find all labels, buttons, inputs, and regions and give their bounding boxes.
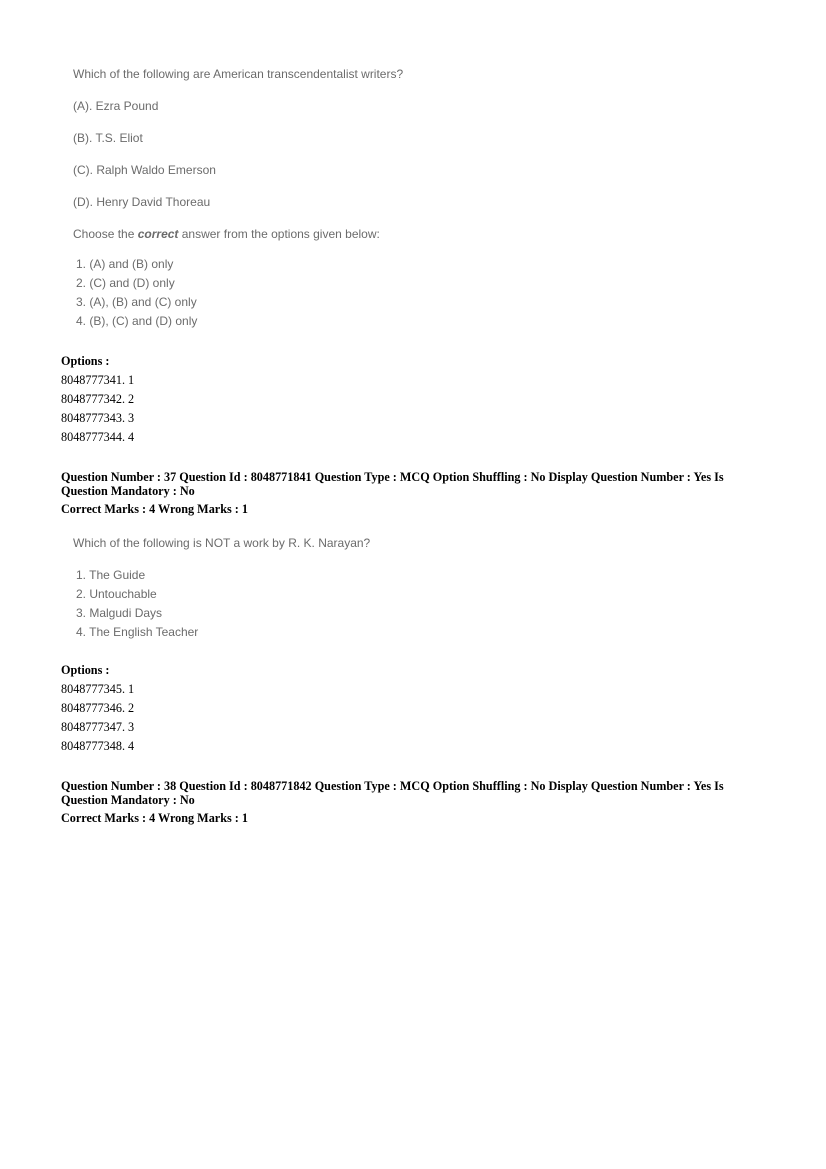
statement-b: (B). T.S. Eliot (73, 131, 143, 145)
choice-item: 1. The Guide (76, 568, 146, 582)
question-36-image (73, 67, 403, 331)
marks-line: Correct Marks : 4 Wrong Marks : 1 (61, 811, 248, 825)
question-meta: Question Number : 37 Question Id : 8048771841 Question Type : MCQ Option Shuffling : No Display Question Number : Yes Is Question Mandatory : No (61, 470, 724, 498)
option-item: 8048777344. 4 (61, 430, 135, 444)
option-item: 8048777343. 3 (61, 411, 135, 425)
instruction: Choose the correct answer from the options given below: (73, 227, 380, 241)
question-stem: Which of the following is NOT a work by R. K. Narayan? (73, 536, 371, 550)
option-item: 8048777347. 3 (61, 720, 135, 734)
question-37-image (73, 536, 370, 642)
marks-line: Correct Marks : 4 Wrong Marks : 1 (61, 502, 248, 516)
options-list (61, 371, 751, 447)
question-37-header (61, 470, 751, 516)
option-item: 8048777345. 1 (61, 682, 135, 696)
option-item: 8048777346. 2 (61, 701, 135, 715)
choice-item: 2. Untouchable (76, 587, 157, 601)
choice-item: 4. The English Teacher (76, 625, 199, 639)
question-36-options (61, 354, 751, 447)
option-item: 8048777348. 4 (61, 739, 135, 753)
statement-a: (A). Ezra Pound (73, 99, 159, 113)
question-stem: Which of the following are American transcendentalist writers? (73, 67, 404, 81)
options-list (61, 680, 751, 756)
choice-item: 3. (A), (B) and (C) only (76, 295, 197, 309)
choice-item: 2. (C) and (D) only (76, 276, 175, 290)
question-38-header (61, 779, 751, 825)
options-label: Options : (61, 354, 110, 368)
choice-item: 1. (A) and (B) only (76, 257, 174, 271)
option-item: 8048777342. 2 (61, 392, 135, 406)
options-label: Options : (61, 663, 110, 677)
question-meta: Question Number : 38 Question Id : 8048771842 Question Type : MCQ Option Shuffling : No Display Question Number : Yes Is Question Mandatory : No (61, 779, 724, 807)
question-37-options (61, 663, 751, 756)
choice-list (73, 566, 370, 642)
statement-d: (D). Henry David Thoreau (73, 195, 211, 209)
choice-item: 3. Malgudi Days (76, 606, 163, 620)
option-item: 8048777341. 1 (61, 373, 135, 387)
statement-c: (C). Ralph Waldo Emerson (73, 163, 216, 177)
choice-list (73, 255, 403, 331)
choice-item: 4. (B), (C) and (D) only (76, 314, 198, 328)
